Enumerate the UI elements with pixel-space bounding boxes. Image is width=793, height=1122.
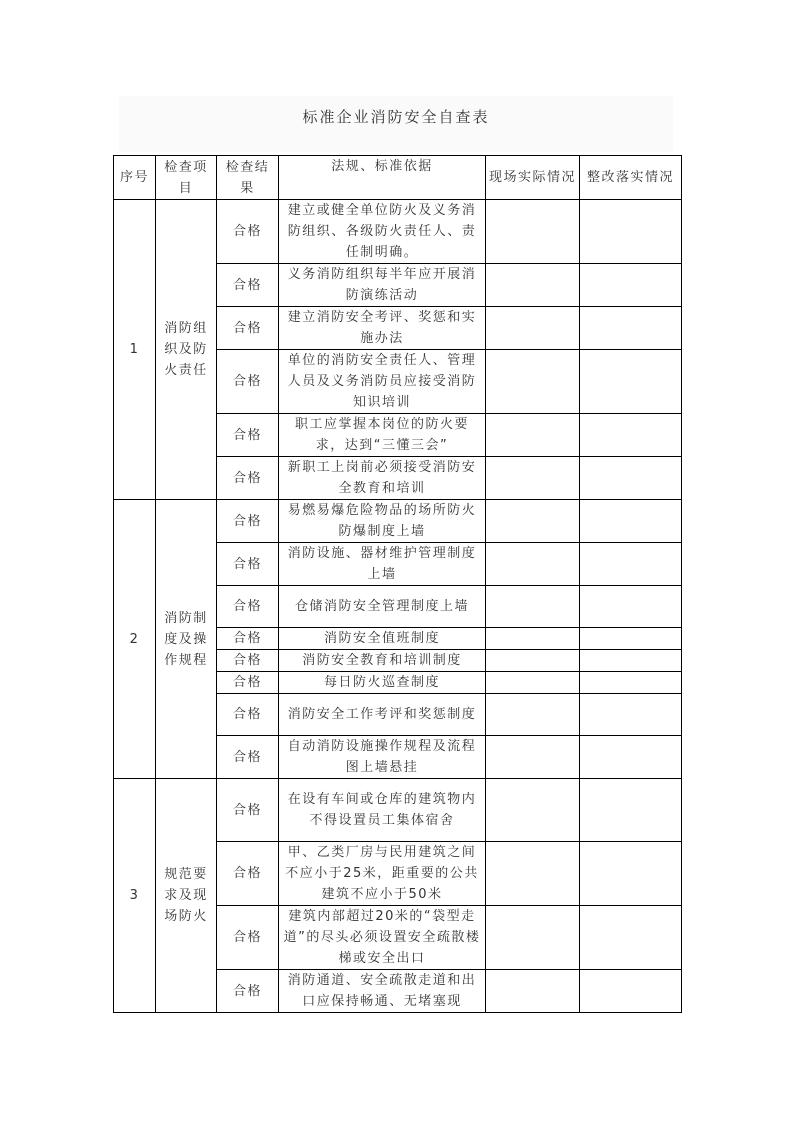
actual-cell xyxy=(486,414,580,457)
rectify-cell xyxy=(580,650,682,672)
rectify-cell xyxy=(580,264,682,307)
rectify-cell xyxy=(580,672,682,694)
rectify-cell xyxy=(580,414,682,457)
basis-cell: 每日防火巡查制度 xyxy=(279,672,486,694)
actual-cell xyxy=(486,650,580,672)
actual-cell xyxy=(486,628,580,650)
rectify-cell xyxy=(580,543,682,586)
actual-cell xyxy=(486,779,580,842)
basis-cell: 自动消防设施操作规程及流程图上墙悬挂 xyxy=(279,736,486,779)
basis-cell: 仓储消防安全管理制度上墙 xyxy=(279,586,486,628)
table-row xyxy=(114,779,682,842)
rectify-cell xyxy=(580,694,682,736)
result-cell: 合格 xyxy=(217,650,279,672)
result-cell: 合格 xyxy=(217,457,279,500)
table-row xyxy=(114,500,682,543)
actual-cell xyxy=(486,500,580,543)
rectify-cell xyxy=(580,970,682,1013)
header-basis: 法规、标准依据 xyxy=(279,156,486,200)
result-cell: 合格 xyxy=(217,500,279,543)
group-seq: 2 xyxy=(114,500,156,779)
result-cell: 合格 xyxy=(217,694,279,736)
rectify-cell xyxy=(580,628,682,650)
basis-cell: 单位的消防安全责任人、管理人员及义务消防员应接受消防知识培训 xyxy=(279,350,486,414)
result-cell: 合格 xyxy=(217,628,279,650)
rectify-cell xyxy=(580,350,682,414)
rectify-cell xyxy=(580,906,682,970)
actual-cell xyxy=(486,350,580,414)
rectify-cell xyxy=(580,842,682,906)
result-cell: 合格 xyxy=(217,672,279,694)
actual-cell xyxy=(486,457,580,500)
group-category: 消防组织及防火责任 xyxy=(156,200,217,500)
group-seq: 1 xyxy=(114,200,156,500)
actual-cell xyxy=(486,842,580,906)
actual-cell xyxy=(486,264,580,307)
header-item: 检查项目 xyxy=(156,156,217,200)
result-cell: 合格 xyxy=(217,414,279,457)
basis-cell: 建筑内部超过20米的“袋型走道”的尽头必须设置安全疏散楼梯或安全出口 xyxy=(279,906,486,970)
result-cell: 合格 xyxy=(217,543,279,586)
basis-cell: 在设有车间或仓库的建筑物内不得设置员工集体宿舍 xyxy=(279,779,486,842)
header-result: 检查结果 xyxy=(217,156,279,200)
result-cell: 合格 xyxy=(217,264,279,307)
basis-cell: 消防安全工作考评和奖惩制度 xyxy=(279,694,486,736)
rectify-cell xyxy=(580,586,682,628)
result-cell: 合格 xyxy=(217,842,279,906)
group-seq: 3 xyxy=(114,779,156,1013)
result-cell: 合格 xyxy=(217,906,279,970)
result-cell: 合格 xyxy=(217,970,279,1013)
result-cell: 合格 xyxy=(217,307,279,350)
actual-cell xyxy=(486,736,580,779)
result-cell: 合格 xyxy=(217,200,279,264)
rectify-cell xyxy=(580,307,682,350)
basis-cell: 新职工上岗前必须接受消防安全教育和培训 xyxy=(279,457,486,500)
result-cell: 合格 xyxy=(217,350,279,414)
basis-cell: 易燃易爆危险物品的场所防火防爆制度上墙 xyxy=(279,500,486,543)
group-category: 规范要求及现场防火 xyxy=(156,779,217,1013)
basis-cell: 义务消防组织每半年应开展消防演练活动 xyxy=(279,264,486,307)
header-seq: 序号 xyxy=(114,156,156,200)
basis-cell: 建立或健全单位防火及义务消防组织、各级防火责任人、责任制明确。 xyxy=(279,200,486,264)
inspection-table xyxy=(113,155,682,1013)
result-cell: 合格 xyxy=(217,586,279,628)
basis-cell: 建立消防安全考评、奖惩和实施办法 xyxy=(279,307,486,350)
basis-cell: 甲、乙类厂房与民用建筑之间不应小于25米，距重要的公共建筑不应小于50米 xyxy=(279,842,486,906)
result-cell: 合格 xyxy=(217,779,279,842)
header-rectify: 整改落实情况 xyxy=(580,156,682,200)
rectify-cell xyxy=(580,457,682,500)
actual-cell xyxy=(486,200,580,264)
rectify-cell xyxy=(580,779,682,842)
result-cell: 合格 xyxy=(217,736,279,779)
rectify-cell xyxy=(580,500,682,543)
header-row xyxy=(114,156,682,200)
header-actual: 现场实际情况 xyxy=(486,156,580,200)
basis-cell: 消防安全教育和培训制度 xyxy=(279,650,486,672)
actual-cell xyxy=(486,694,580,736)
actual-cell xyxy=(486,906,580,970)
actual-cell xyxy=(486,672,580,694)
actual-cell xyxy=(486,970,580,1013)
group-category: 消防制度及操作规程 xyxy=(156,500,217,779)
basis-cell: 消防安全值班制度 xyxy=(279,628,486,650)
basis-cell: 职工应掌握本岗位的防火要求，达到“三懂三会” xyxy=(279,414,486,457)
page-title: 标准企业消防安全自查表 xyxy=(302,108,490,126)
actual-cell xyxy=(486,586,580,628)
actual-cell xyxy=(486,307,580,350)
rectify-cell xyxy=(580,200,682,264)
basis-cell: 消防通道、安全疏散走道和出口应保持畅通、无堵塞现 xyxy=(279,970,486,1013)
actual-cell xyxy=(486,543,580,586)
basis-cell: 消防设施、器材维护管理制度上墙 xyxy=(279,543,486,586)
rectify-cell xyxy=(580,736,682,779)
table-row xyxy=(114,200,682,264)
